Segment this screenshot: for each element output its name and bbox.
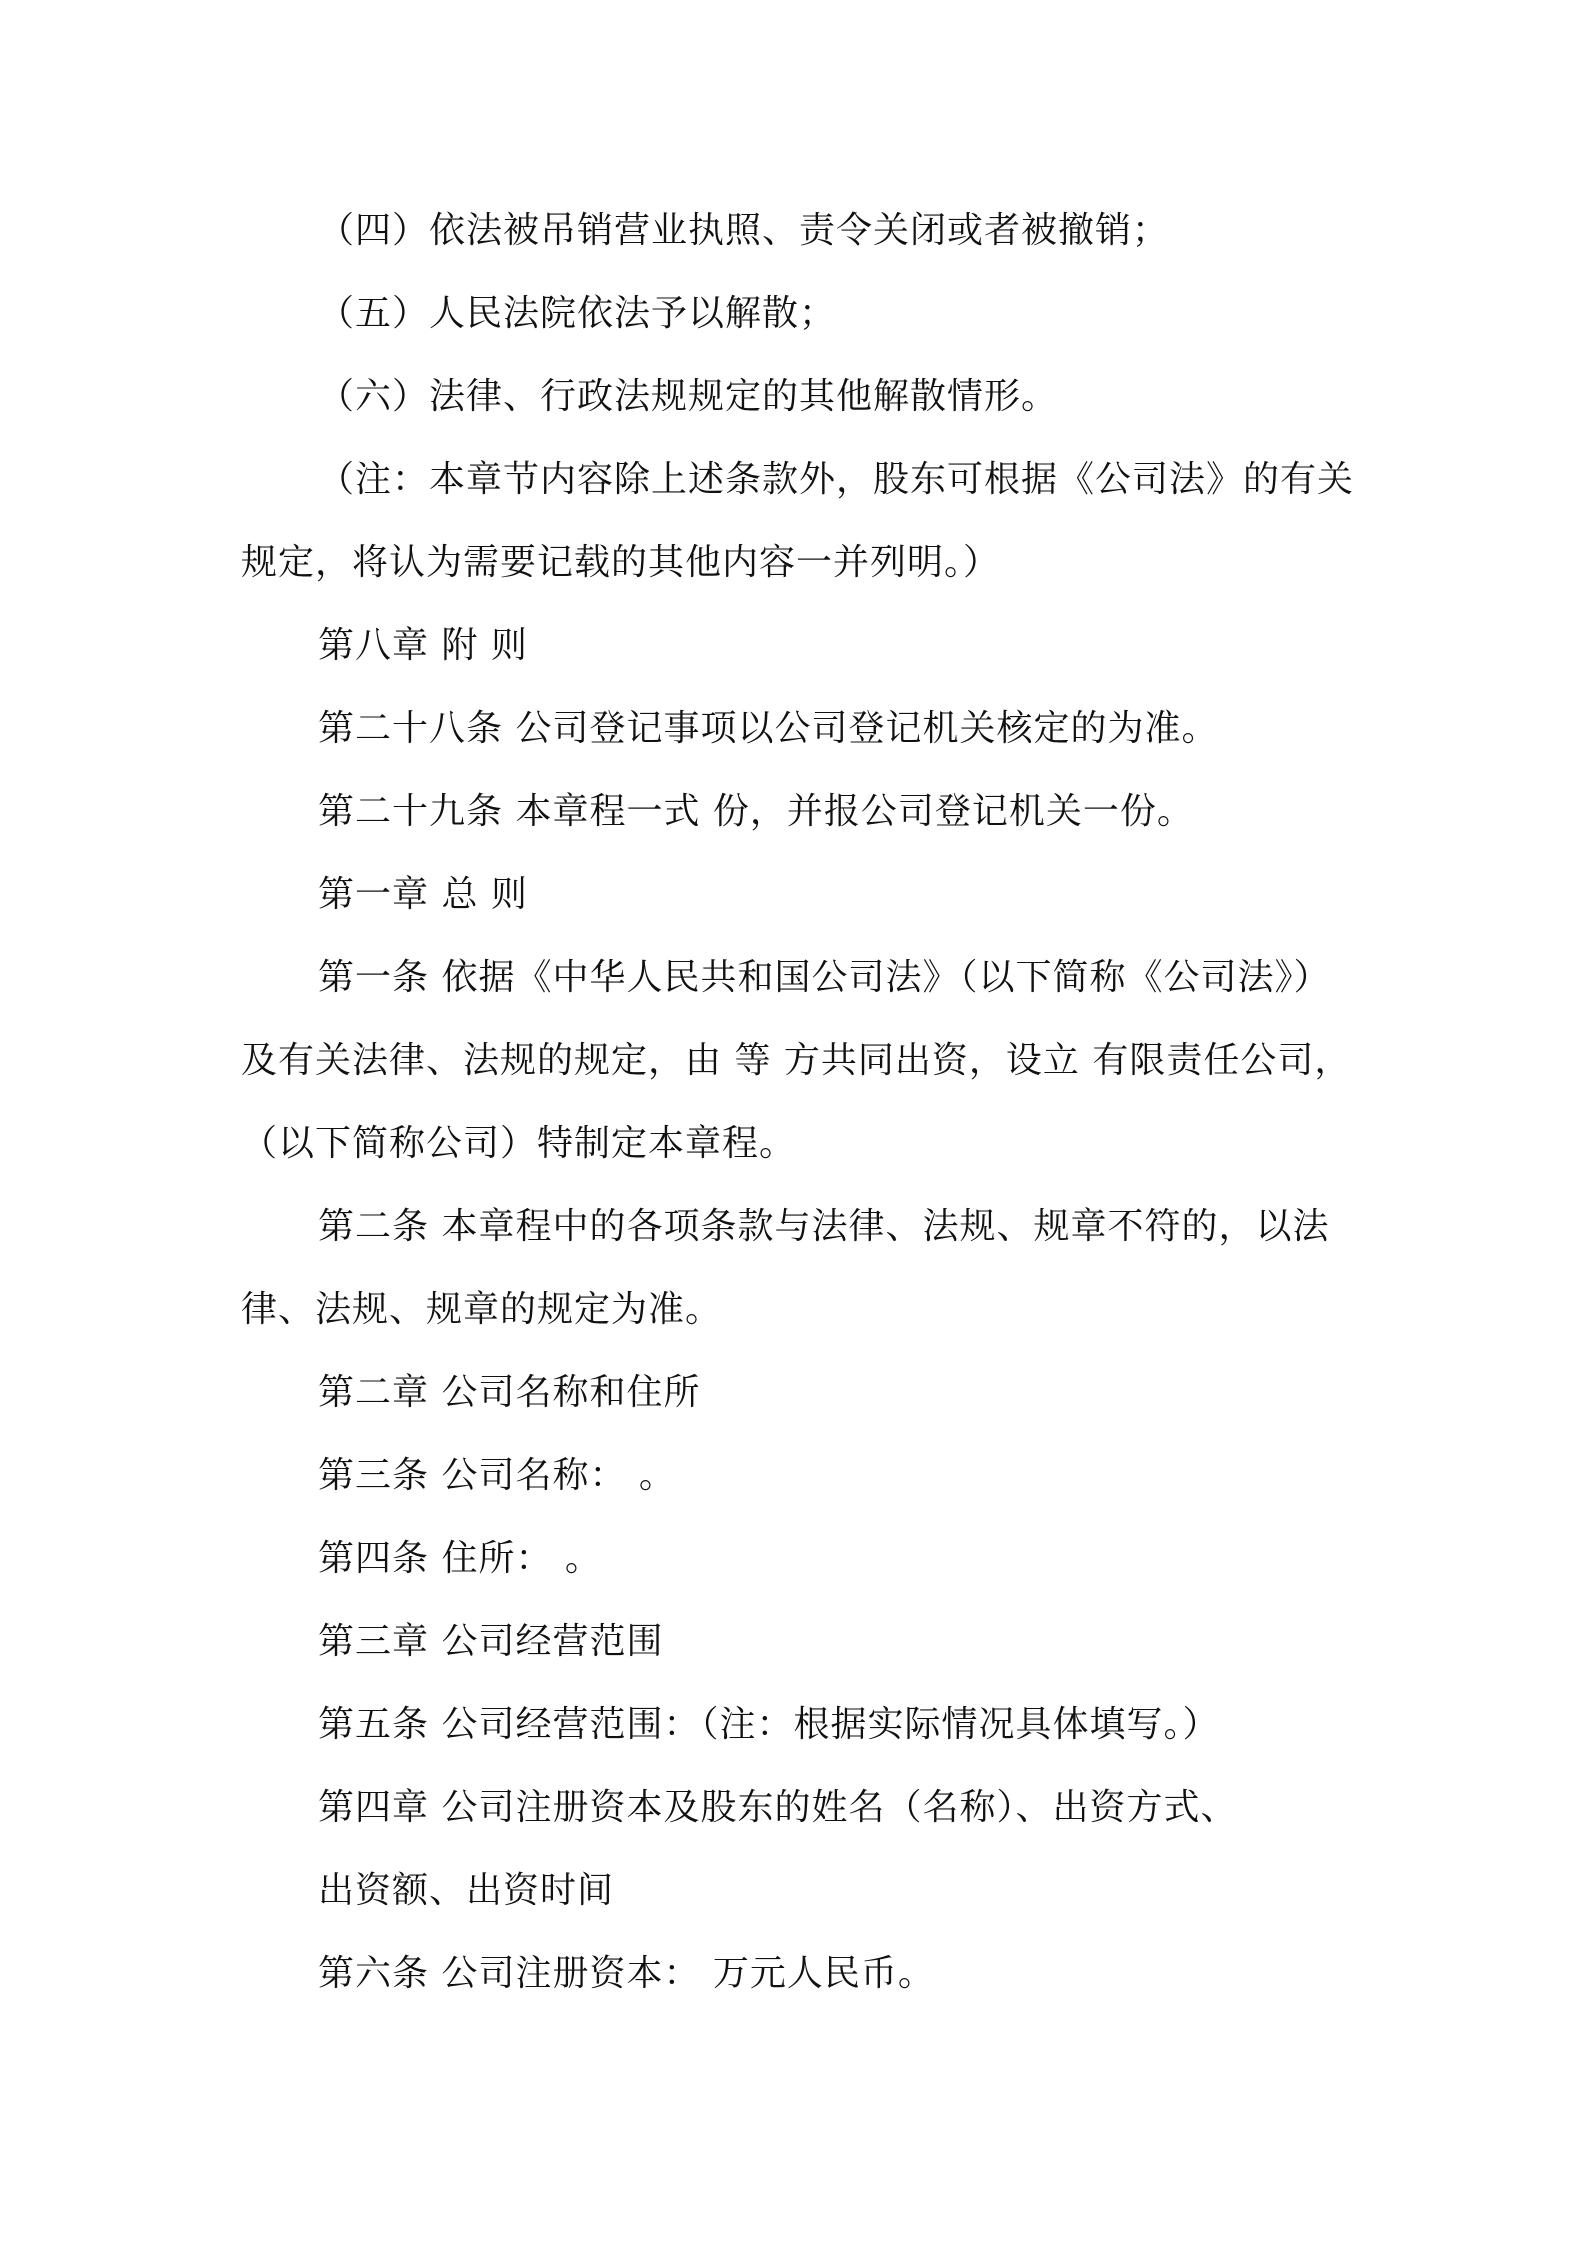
chapter-note-line-2: 规定，将认为需要记载的其他内容一并列明。） xyxy=(241,542,1001,583)
chapter-four-heading-line-1: 第四章 公司注册资本及股东的姓名（名称）、出资方式、 xyxy=(318,1787,1238,1828)
article-3: 第三条 公司名称： 。 xyxy=(318,1455,676,1496)
article-6: 第六条 公司注册资本： 万元人民币。 xyxy=(318,1953,935,1994)
clause-six-other-dissolution: （六）法律、行政法规规定的其他解散情形。 xyxy=(318,376,1059,417)
chapter-three-heading: 第三章 公司经营范围 xyxy=(318,1621,664,1662)
article-4: 第四条 住所： 。 xyxy=(318,1538,602,1579)
article-1-line-3: （以下简称公司）特制定本章程。 xyxy=(241,1123,797,1164)
chapter-two-heading: 第二章 公司名称和住所 xyxy=(318,1372,701,1413)
article-1-line-2: 及有关法律、法规的规定，由 等 方共同出资，设立 有限责任公司， xyxy=(241,1040,1352,1081)
article-5: 第五条 公司经营范围：（注：根据实际情况具体填写。） xyxy=(318,1704,1220,1745)
article-1-line-1: 第一条 依据《中华人民共和国公司法》（以下简称《公司法》） xyxy=(318,957,1331,998)
article-29: 第二十九条 本章程一式 份，并报公司登记机关一份。 xyxy=(318,791,1194,832)
article-28: 第二十八条 公司登记事项以公司登记机关核定的为准。 xyxy=(318,708,1219,749)
article-2-line-2: 律、法规、规章的规定为准。 xyxy=(241,1289,723,1330)
chapter-note-line-1: （注：本章节内容除上述条款外，股东可根据《公司法》的有关 xyxy=(318,459,1355,500)
clause-five-court-dissolution: （五）人民法院依法予以解散； xyxy=(318,293,837,334)
article-2-line-1: 第二条 本章程中的各项条款与法律、法规、规章不符的，以法 xyxy=(318,1206,1330,1247)
chapter-one-heading: 第一章 总 则 xyxy=(318,874,528,915)
chapter-four-heading-line-2: 出资额、出资时间 xyxy=(318,1870,615,1911)
clause-four-revoked-license: （四）依法被吊销营业执照、责令关闭或者被撤销； xyxy=(318,210,1170,251)
chapter-eight-heading: 第八章 附 则 xyxy=(318,625,528,666)
